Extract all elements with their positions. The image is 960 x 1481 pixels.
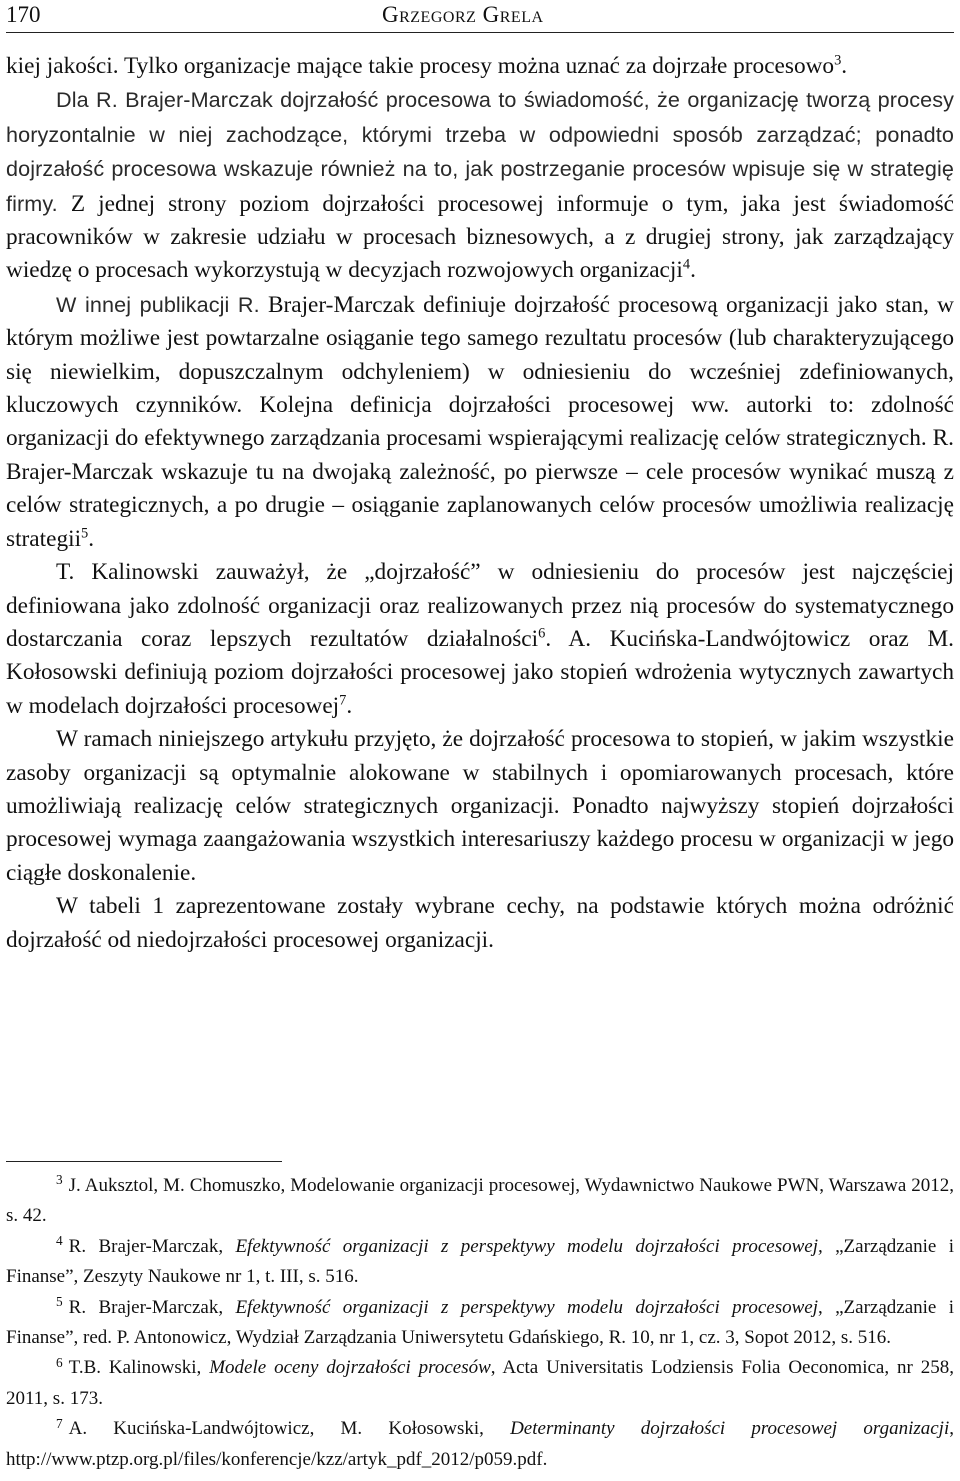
page-number: 170 — [6, 2, 41, 27]
footnote-ref-6[interactable]: 6 — [538, 625, 546, 642]
footnotes — [6, 1171, 954, 1475]
footnote-4: $^4$ R. Brajer-Marczak, Efektywność organizacji z perspektywy modelu dojrzałości procesowej, „Zarządzanie i Finanse”, Zeszyty Naukowe nr 1, t. III, s. 516. — [6, 1233, 954, 1288]
page-header — [6, 0, 954, 33]
paragraph: Dla R. Brajer-Marczak dojrzałość procesowa to świadomość, że organizację tworzą procesy horyzontalnie w niej zachodzące, którymi trzeba w odpowiedni sposób zarządzać; ponadto dojrzałość procesowa wskazuje również na to, jak postrzeganie procesów wpisuje się w strategię firmy. Z jednej strony poziom dojrzałości procesowej informuje o tym, jaka jest świadomość pracowników w zakresie udziału w procesach biznesowych, a z drugiej strony, jak zarządzający wiedzę o procesach wykorzystują w decyzjach rozwojowych organizacji$^4$. — [6, 87, 954, 284]
footnote-5: $^5$ R. Brajer-Marczak, Efektywność organizacji z perspektywy modelu dojrzałości procesowej, „Zarządzanie i Finanse”, red. P. Antonowicz, Wydział Zarządzania Uniwersytetu Gdańskiego, R. 10, nr 1, cz. 3, Sopot 2012, s. 516. — [6, 1293, 954, 1349]
paragraph: W ramach niniejszego artykułu przyjęto, że dojrzałość procesowa to stopień, w jakim wszystkie zasoby organizacji są optymalnie alokowane w stabilnych i opomiarowanych procesach, które umożliwiają realizację celów strategicznych organizacji. Ponadto najwyższy stopień dojrzałości procesowej wymaga zaangażowania wszystkich interesariuszy każdego procesu w organizacji w jego ciągłe doskonalenie. — [6, 726, 954, 886]
footnote-link[interactable]: , http://www.ptzp.org.pl/files/konferencje/kzz/artyk_pdf_2012/p059.pdf. — [6, 1418, 954, 1470]
running-head: Grzegorz Grela — [382, 2, 544, 27]
paragraph: T. Kalinowski zauważył, że „dojrzałość” w odniesieniu do procesów jest najczęściej definiowana jako zdolność organizacji oraz realizowanych przez nią procesów do systematycznego dostarczania coraz lepszych rezultatów działalności$^6$. A. Kucińska-Landwójtowicz oraz M. Kołosowski definiują poziom dojrzałości procesowej jako stopień wdrożenia wytycznych zawartych w modelach dojrzałości procesowej$^7$. — [6, 559, 954, 719]
footnote-ref-7[interactable]: 7 — [339, 692, 347, 709]
footnote-ref-4[interactable]: 4 — [682, 256, 691, 273]
footnote-6: $^6$ T.B. Kalinowski, Modele oceny dojrzałości procesów, Acta Universitatis Lodziensis Folia Oeconomica, nr 258, 2011, s. 173. — [6, 1354, 954, 1409]
footnote-separator — [6, 1161, 282, 1162]
paragraph-continued: kiej jakości. Tylko organizacje mające takie procesy można uznać za dojrzałe procesowo$^3$. — [6, 52, 848, 79]
paragraph: W tabeli 1 zaprezentowane zostały wybrane cechy, na podstawie których można odróżnić dojrzałość od niedojrzałości procesowej organizacji. — [6, 893, 954, 953]
paragraph: W innej publikacji R. Brajer-Marczak definiuje dojrzałość procesową organizacji jako stan, w którym możliwe jest powtarzalne osiąganie tego samego rezultatu procesów (lub charakteryzującego się niewielkim, dopuszczalnym odchyleniem) w odniesieniu do wcześniej zdefiniowanych, kluczowych czynników. Kolejna definicja dojrzałości procesowej ww. autorki to: zdolność organizacji do efektywnego zarządzania procesami wspierającymi realizację celów strategicznych. R. Brajer-Marczak wskazuje tu na dwojaką zależność, po pierwsze – cele procesów wynikać muszą z celów strategicznych, a po drugie – osiąganie zaplanowanych celów procesów umożliwia realizację strategii$^5$. — [6, 291, 954, 552]
footnote-7: $^7$ A. Kucińska-Landwójtowicz, M. Kołosowski, Determinanty dojrzałości procesowej organizacji, http://www.ptzp.org.pl/files/konferencje/kzz/artyk_pdf_2012/p059.pdf. — [6, 1415, 954, 1470]
footnote-3: $^3$ J. Auksztol, M. Chomuszko, Modelowanie organizacji procesowej, Wydawnictwo Naukowe PWN, Warszawa 2012, s. 42. — [6, 1172, 954, 1227]
footnote-ref-5[interactable]: 5 — [81, 525, 89, 542]
footnote-ref-3[interactable]: 3 — [834, 52, 842, 69]
main-text — [6, 50, 954, 957]
